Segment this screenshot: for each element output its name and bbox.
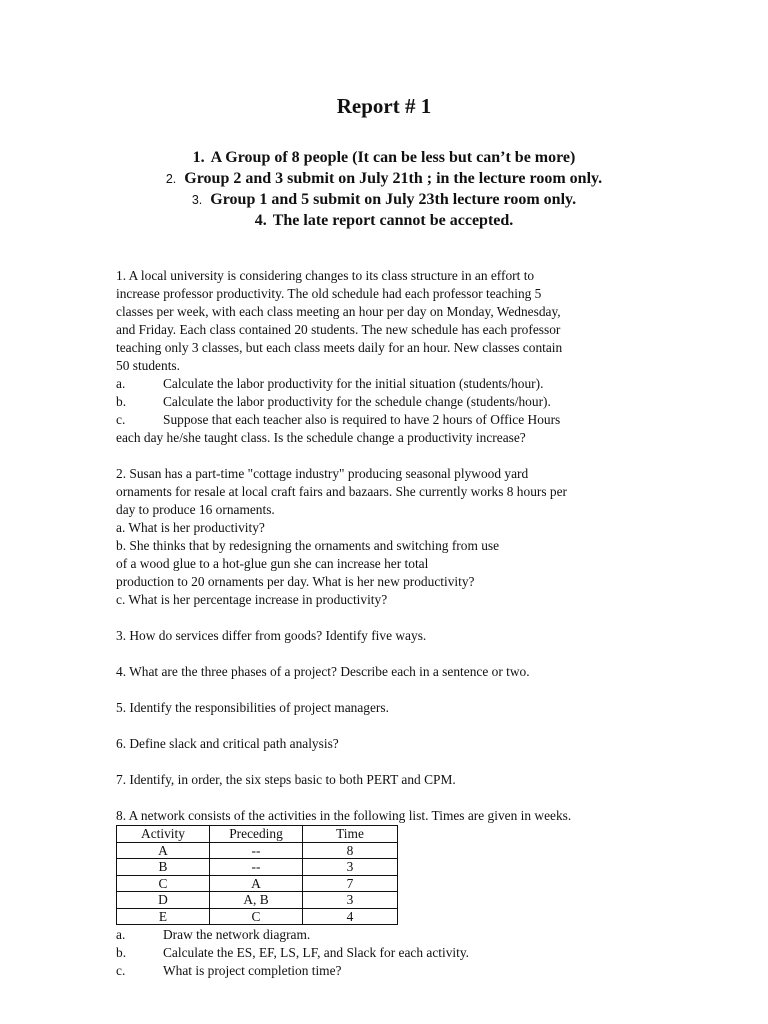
table-header: Activity	[117, 826, 210, 843]
question-line: b. She thinks that by redesigning the ornaments and switching from use	[116, 538, 500, 553]
question-line: 2. Susan has a part-time "cottage industry" producing seasonal plywood yard	[116, 466, 529, 481]
table-cell: --	[210, 842, 303, 859]
sub-text: Draw the network diagram.	[163, 927, 311, 942]
rule-number: 1.	[192, 149, 205, 166]
table-row	[117, 842, 398, 859]
question-line: 3. How do services differ from goods? Identify five ways.	[116, 628, 427, 643]
rule-item	[0, 189, 768, 210]
rule-item	[0, 210, 768, 231]
table-cell: --	[210, 859, 303, 876]
question-6	[116, 735, 656, 753]
table-header-row	[117, 826, 398, 843]
question-line: day to produce 16 ornaments.	[116, 502, 275, 517]
question-line: 50 students.	[116, 358, 180, 373]
table-cell: 4	[303, 908, 398, 925]
rules-list	[0, 147, 768, 231]
table-header: Preceding	[210, 826, 303, 843]
table-header: Time	[303, 826, 398, 843]
table-cell: B	[117, 859, 210, 876]
question-line: increase professor productivity. The old schedule had each professor teaching 5	[116, 286, 542, 301]
question-line: production to 20 ornaments per day. What is her new productivity?	[116, 574, 475, 589]
question-line: 1. A local university is considering changes to its class structure in an effort to	[116, 268, 535, 283]
sub-question-b	[116, 944, 656, 962]
sub-text: Calculate the labor productivity for the initial situation (students/hour).	[163, 376, 544, 391]
sub-question-a	[116, 926, 656, 944]
rule-text: Group 1 and 5 submit on July 23th lecture room only.	[210, 191, 577, 208]
rule-number: 4.	[254, 212, 267, 229]
sub-text: What is project completion time?	[163, 963, 342, 978]
question-line: c. What is her percentage increase in productivity?	[116, 592, 388, 607]
sub-letter: a.	[116, 927, 126, 942]
sub-letter: c.	[116, 963, 126, 978]
question-3	[116, 627, 656, 645]
sub-text: Calculate the ES, EF, LS, LF, and Slack for each activity.	[163, 945, 470, 960]
question-line: 4. What are the three phases of a project? Describe each in a sentence or two.	[116, 664, 530, 679]
table-row	[117, 875, 398, 892]
sub-question-c	[116, 962, 656, 980]
question-line: 8. A network consists of the activities in the following list. Times are given in weeks.	[116, 808, 572, 823]
activity-table	[116, 825, 398, 925]
rule-text: Group 2 and 3 submit on July 21th ; in the lecture room only.	[184, 170, 603, 187]
table-cell: E	[117, 908, 210, 925]
table-cell: 3	[303, 892, 398, 909]
question-2	[116, 465, 656, 609]
sub-letter: a.	[116, 376, 126, 391]
table-cell: 8	[303, 842, 398, 859]
sub-letter: c.	[116, 412, 126, 427]
question-1	[116, 267, 656, 447]
question-line: a. What is her productivity?	[116, 520, 265, 535]
rule-number: 2.	[165, 172, 177, 186]
question-line: and Friday. Each class contained 20 students. The new schedule has each professor	[116, 322, 561, 337]
table-row	[117, 892, 398, 909]
rule-item	[0, 147, 768, 168]
rule-text: A Group of 8 people (It can be less but can’t be more)	[210, 149, 576, 166]
table-cell: 7	[303, 875, 398, 892]
sub-letter: b.	[116, 945, 127, 960]
question-line: 6. Define slack and critical path analysis?	[116, 736, 339, 751]
question-line: of a wood glue to a hot-glue gun she can increase her total	[116, 556, 429, 571]
sub-question-b	[116, 393, 656, 411]
question-4	[116, 663, 656, 681]
sub-question-c	[116, 411, 656, 429]
sub-text: Calculate the labor productivity for the schedule change (students/hour).	[163, 394, 551, 409]
question-line: teaching only 3 classes, but each class meets daily for an hour. New classes contain	[116, 340, 563, 355]
table-cell: A	[210, 875, 303, 892]
question-line: classes per week, with each class meeting an hour per day on Monday, Wednesday,	[116, 304, 561, 319]
table-cell: A, B	[210, 892, 303, 909]
sub-question-a	[116, 375, 656, 393]
table-cell: C	[210, 908, 303, 925]
sub-text: Suppose that each teacher also is required to have 2 hours of Office Hours	[163, 412, 561, 427]
table-cell: 3	[303, 859, 398, 876]
question-5	[116, 699, 656, 717]
table-row	[117, 859, 398, 876]
table-cell: C	[117, 875, 210, 892]
question-line: ornaments for resale at local craft fairs and bazaars. She currently works 8 hours per	[116, 484, 568, 499]
rule-item	[0, 168, 768, 189]
rule-number: 3.	[191, 193, 203, 207]
rule-text: The late report cannot be accepted.	[272, 212, 514, 229]
question-8	[116, 807, 656, 980]
sub-letter: b.	[116, 394, 127, 409]
question-7	[116, 771, 656, 789]
question-line: 5. Identify the responsibilities of project managers.	[116, 700, 389, 715]
table-row	[117, 908, 398, 925]
question-line: each day he/she taught class. Is the schedule change a productivity increase?	[116, 430, 526, 445]
table-cell: A	[117, 842, 210, 859]
question-line: 7. Identify, in order, the six steps basic to both PERT and CPM.	[116, 772, 456, 787]
questions-body	[116, 267, 656, 998]
page-title: Report # 1	[336, 94, 432, 118]
table-cell: D	[117, 892, 210, 909]
